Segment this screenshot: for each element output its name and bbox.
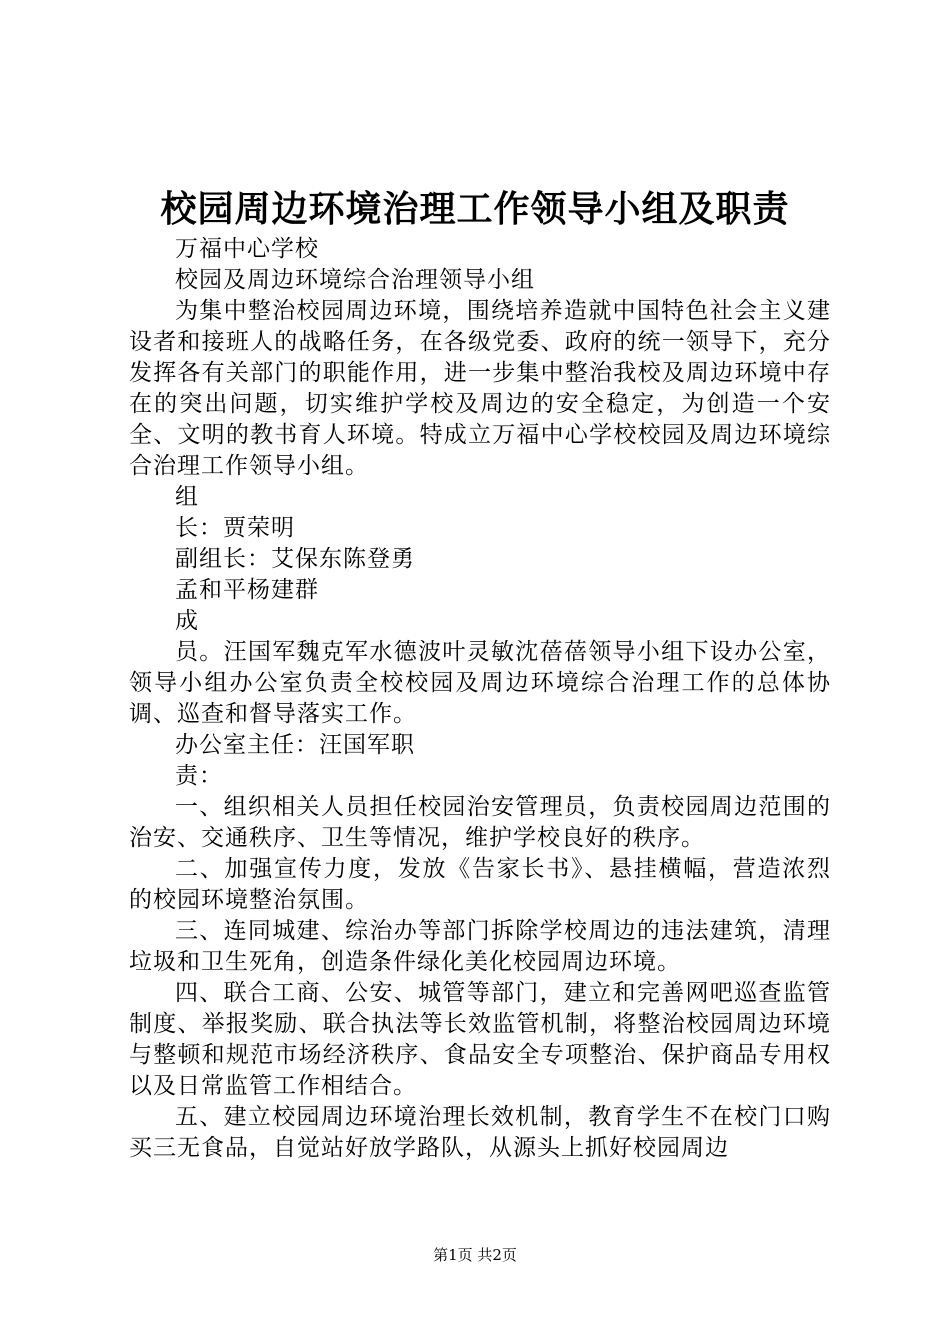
document-title: 校园周边环境治理工作领导小组及职责 [160,188,790,230]
paragraph-vice-leaders-cont: 孟和平杨建群 [175,577,319,603]
paragraph-duty-2: 二、加强宣传力度，发放《告家长书》、悬挂横幅，营造浓烈的校园环境整治氛围。 [129,856,831,913]
paragraph-leader: 长：贾荣明 [175,515,295,541]
paragraph-office-director: 办公室主任：汪国军职 [175,732,415,758]
paragraph-school-name: 万福中心学校 [175,236,319,262]
paragraph-group-name: 校园及周边环境综合治理领导小组 [175,267,535,293]
paragraph-duty-1: 一、组织相关人员担任校园治安管理员，负责校园周边范围的治安、交通秩序、卫生等情况，维护学校良好的秩序。 [129,794,831,851]
document-body [129,234,831,1164]
paragraph-duties-label: 责： [175,763,223,789]
paragraph-leader-label: 组 [175,484,199,510]
paragraph-members-label: 成 [175,608,199,634]
paragraph-duty-5: 五、建立校园周边环境治理长效机制，教育学生不在校门口购买三无食品，自觉站好放学路队，从源头上抓好校园周边 [129,1104,831,1161]
paragraph-members: 员。汪国军魏克军水德波叶灵敏沈蓓蓓领导小组下设办公室，领导小组办公室负责全校校园及周边环境综合治理工作的总体协调、巡查和督导落实工作。 [129,639,831,727]
paragraph-duty-4: 四、联合工商、公安、城管等部门，建立和完善网吧巡查监管制度、举报奖励、联合执法等长效监管机制，将整治校园周边环境与整顿和规范市场经济秩序、食品安全专项整治、保护商品专用权以及日常监管工作相结合。 [129,980,831,1099]
page-footer: 第1页 共2页 [433,1246,517,1264]
paragraph-duty-3: 三、连同城建、综治办等部门拆除学校周边的违法建筑，清理垃圾和卫生死角，创造条件绿化美化校园周边环境。 [129,918,831,975]
paragraph-vice-leaders: 副组长：艾保东陈登勇 [175,546,415,572]
paragraph-intro: 为集中整治校园周边环境，围绕培养造就中国特色社会主义建设者和接班人的战略任务，在各级党委、政府的统一领导下，充分发挥各有关部门的职能作用，进一步集中整治我校及周边环境中存在的突出问题，切实维护学校及周边的安全稳定，为创造一个安全、文明的教书育人环境。特成立万福中心学校校园及周边环境综合治理工作领导小组。 [129,298,831,479]
